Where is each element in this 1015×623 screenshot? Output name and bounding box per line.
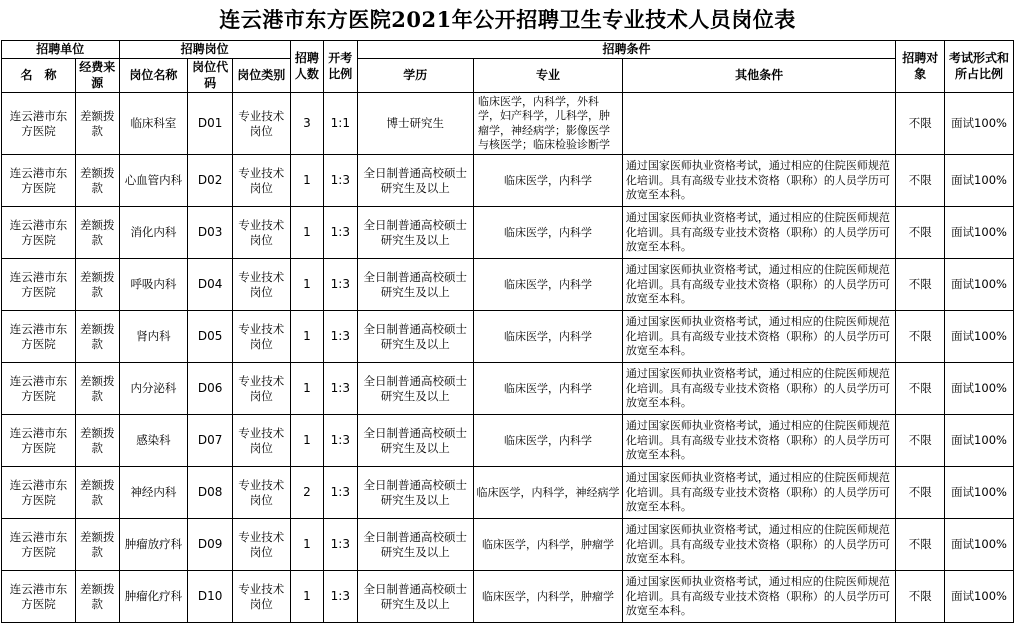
cell-post-code: D05 — [188, 311, 233, 363]
cell-other: 通过国家医师执业资格考试，通过相应的住院医师规范化培训。具有高级专业技术资格（职称）的人员学历可放宽至本科。 — [622, 571, 896, 623]
table-row — [2, 519, 1014, 571]
cell-major: 临床医学，内科学 — [474, 155, 623, 207]
cell-post-type: 专业技术岗位 — [232, 519, 290, 571]
cell-post-type: 专业技术岗位 — [232, 467, 290, 519]
cell-unit: 连云港市东方医院 — [2, 415, 76, 467]
table-header — [2, 41, 1014, 93]
cell-edu: 全日制普通高校硕士研究生及以上 — [357, 155, 473, 207]
cell-target: 不限 — [896, 259, 945, 311]
header-sub-row — [2, 59, 1014, 93]
cell-post-code: D04 — [188, 259, 233, 311]
cell-major: 临床医学，内科学 — [474, 259, 623, 311]
cell-target: 不限 — [896, 415, 945, 467]
cell-post-code: D07 — [188, 415, 233, 467]
cell-post-type: 专业技术岗位 — [232, 363, 290, 415]
cell-post-code: D01 — [188, 93, 233, 155]
cell-unit: 连云港市东方医院 — [2, 93, 76, 155]
cell-fund: 差额拨款 — [75, 93, 119, 155]
cell-edu: 全日制普通高校硕士研究生及以上 — [357, 467, 473, 519]
cell-other — [622, 93, 896, 155]
cell-ratio: 1:3 — [324, 467, 357, 519]
cell-post-name: 心血管内科 — [119, 155, 188, 207]
cell-other: 通过国家医师执业资格考试，通过相应的住院医师规范化培训。具有高级专业技术资格（职称）的人员学历可放宽至本科。 — [622, 155, 896, 207]
cell-count: 1 — [290, 519, 323, 571]
cell-other: 通过国家医师执业资格考试，通过相应的住院医师规范化培训。具有高级专业技术资格（职称）的人员学历可放宽至本科。 — [622, 259, 896, 311]
cell-other: 通过国家医师执业资格考试，通过相应的住院医师规范化培训。具有高级专业技术资格（职称）的人员学历可放宽至本科。 — [622, 415, 896, 467]
cell-count: 1 — [290, 571, 323, 623]
cell-edu: 博士研究生 — [357, 93, 473, 155]
cell-post-type: 专业技术岗位 — [232, 571, 290, 623]
cell-target: 不限 — [896, 519, 945, 571]
cell-exam: 面试100% — [945, 155, 1014, 207]
cell-count: 2 — [290, 467, 323, 519]
cell-count: 1 — [290, 155, 323, 207]
cell-edu: 全日制普通高校硕士研究生及以上 — [357, 311, 473, 363]
cell-post-code: D06 — [188, 363, 233, 415]
header-col-edu: 学历 — [357, 59, 473, 93]
cell-edu: 全日制普通高校硕士研究生及以上 — [357, 259, 473, 311]
cell-ratio: 1:3 — [324, 519, 357, 571]
cell-count: 1 — [290, 259, 323, 311]
cell-count: 1 — [290, 415, 323, 467]
header-col-other: 其他条件 — [622, 59, 896, 93]
cell-unit: 连云港市东方医院 — [2, 155, 76, 207]
cell-post-code: D10 — [188, 571, 233, 623]
cell-unit: 连云港市东方医院 — [2, 207, 76, 259]
cell-other: 通过国家医师执业资格考试，通过相应的住院医师规范化培训。具有高级专业技术资格（职称）的人员学历可放宽至本科。 — [622, 467, 896, 519]
cell-ratio: 1:3 — [324, 571, 357, 623]
cell-post-type: 专业技术岗位 — [232, 259, 290, 311]
table-row — [2, 311, 1014, 363]
cell-count: 1 — [290, 311, 323, 363]
cell-post-code: D08 — [188, 467, 233, 519]
cell-other: 通过国家医师执业资格考试，通过相应的住院医师规范化培训。具有高级专业技术资格（职称）的人员学历可放宽至本科。 — [622, 311, 896, 363]
cell-unit: 连云港市东方医院 — [2, 259, 76, 311]
cell-major: 临床医学，内科学 — [474, 207, 623, 259]
cell-target: 不限 — [896, 311, 945, 363]
cell-post-name: 肿瘤放疗科 — [119, 519, 188, 571]
cell-major: 临床医学，内科学 — [474, 363, 623, 415]
header-col-post-name: 岗位名称 — [119, 59, 188, 93]
header-col-count: 招聘人数 — [290, 41, 323, 93]
cell-edu: 全日制普通高校硕士研究生及以上 — [357, 571, 473, 623]
cell-unit: 连云港市东方医院 — [2, 467, 76, 519]
cell-post-name: 消化内科 — [119, 207, 188, 259]
header-col-major: 专业 — [474, 59, 623, 93]
cell-post-name: 临床科室 — [119, 93, 188, 155]
cell-post-name: 呼吸内科 — [119, 259, 188, 311]
cell-unit: 连云港市东方医院 — [2, 363, 76, 415]
header-col-post-type: 岗位类别 — [232, 59, 290, 93]
cell-post-code: D09 — [188, 519, 233, 571]
cell-ratio: 1:3 — [324, 259, 357, 311]
table-body — [2, 93, 1014, 623]
cell-exam: 面试100% — [945, 311, 1014, 363]
table-row — [2, 207, 1014, 259]
cell-post-type: 专业技术岗位 — [232, 207, 290, 259]
cell-exam: 面试100% — [945, 207, 1014, 259]
cell-target: 不限 — [896, 93, 945, 155]
cell-other: 通过国家医师执业资格考试，通过相应的住院医师规范化培训。具有高级专业技术资格（职称）的人员学历可放宽至本科。 — [622, 363, 896, 415]
cell-edu: 全日制普通高校硕士研究生及以上 — [357, 415, 473, 467]
header-group-unit: 招聘单位 — [2, 41, 120, 59]
cell-other: 通过国家医师执业资格考试，通过相应的住院医师规范化培训。具有高级专业技术资格（职称）的人员学历可放宽至本科。 — [622, 519, 896, 571]
cell-post-name: 内分泌科 — [119, 363, 188, 415]
cell-post-type: 专业技术岗位 — [232, 415, 290, 467]
cell-fund: 差额拨款 — [75, 259, 119, 311]
cell-ratio: 1:3 — [324, 363, 357, 415]
cell-fund: 差额拨款 — [75, 571, 119, 623]
header-col-ratio: 开考比例 — [324, 41, 357, 93]
cell-post-code: D03 — [188, 207, 233, 259]
header-col-exam: 考试形式和所占比例 — [945, 41, 1014, 93]
cell-post-name: 感染科 — [119, 415, 188, 467]
cell-edu: 全日制普通高校硕士研究生及以上 — [357, 363, 473, 415]
table-row — [2, 259, 1014, 311]
cell-ratio: 1:3 — [324, 311, 357, 363]
cell-post-name: 神经内科 — [119, 467, 188, 519]
table-row — [2, 363, 1014, 415]
header-col-target: 招聘对象 — [896, 41, 945, 93]
cell-fund: 差额拨款 — [75, 519, 119, 571]
cell-fund: 差额拨款 — [75, 415, 119, 467]
cell-count: 1 — [290, 207, 323, 259]
cell-ratio: 1:1 — [324, 93, 357, 155]
header-group-row — [2, 41, 1014, 59]
cell-unit: 连云港市东方医院 — [2, 571, 76, 623]
cell-edu: 全日制普通高校硕士研究生及以上 — [357, 207, 473, 259]
cell-major: 临床医学，内科学，肿瘤学 — [474, 519, 623, 571]
cell-exam: 面试100% — [945, 519, 1014, 571]
cell-fund: 差额拨款 — [75, 467, 119, 519]
cell-ratio: 1:3 — [324, 415, 357, 467]
cell-count: 1 — [290, 363, 323, 415]
table-row — [2, 155, 1014, 207]
cell-post-type: 专业技术岗位 — [232, 93, 290, 155]
cell-exam: 面试100% — [945, 259, 1014, 311]
table-row — [2, 415, 1014, 467]
cell-post-type: 专业技术岗位 — [232, 155, 290, 207]
cell-other: 通过国家医师执业资格考试，通过相应的住院医师规范化培训。具有高级专业技术资格（职称）的人员学历可放宽至本科。 — [622, 207, 896, 259]
cell-post-name: 肾内科 — [119, 311, 188, 363]
cell-unit: 连云港市东方医院 — [2, 311, 76, 363]
cell-exam: 面试100% — [945, 571, 1014, 623]
cell-major: 临床医学，内科学，神经病学 — [474, 467, 623, 519]
cell-fund: 差额拨款 — [75, 207, 119, 259]
cell-target: 不限 — [896, 207, 945, 259]
cell-major: 临床医学，内科学，肿瘤学 — [474, 571, 623, 623]
header-col-post-code: 岗位代码 — [188, 59, 233, 93]
header-group-post: 招聘岗位 — [119, 41, 290, 59]
header-col-name: 名 称 — [2, 59, 76, 93]
table-row — [2, 467, 1014, 519]
cell-exam: 面试100% — [945, 467, 1014, 519]
cell-target: 不限 — [896, 363, 945, 415]
table-row — [2, 93, 1014, 155]
cell-major: 临床医学，内科学 — [474, 415, 623, 467]
cell-major: 临床医学，内科学，外科学，妇产科学，儿科学，肿瘤学，神经病学；影像医学与核医学；临床检验诊断学 — [474, 93, 623, 155]
cell-post-name: 肿瘤化疗科 — [119, 571, 188, 623]
recruitment-table — [1, 40, 1014, 623]
cell-exam: 面试100% — [945, 415, 1014, 467]
table-row — [2, 571, 1014, 623]
cell-target: 不限 — [896, 155, 945, 207]
cell-edu: 全日制普通高校硕士研究生及以上 — [357, 519, 473, 571]
header-col-fund: 经费来源 — [75, 59, 119, 93]
cell-post-code: D02 — [188, 155, 233, 207]
cell-unit: 连云港市东方医院 — [2, 519, 76, 571]
cell-post-type: 专业技术岗位 — [232, 311, 290, 363]
cell-target: 不限 — [896, 571, 945, 623]
header-group-condition: 招聘条件 — [357, 41, 896, 59]
cell-ratio: 1:3 — [324, 155, 357, 207]
cell-major: 临床医学，内科学 — [474, 311, 623, 363]
cell-fund: 差额拨款 — [75, 363, 119, 415]
cell-count: 3 — [290, 93, 323, 155]
cell-target: 不限 — [896, 467, 945, 519]
cell-exam: 面试100% — [945, 363, 1014, 415]
cell-fund: 差额拨款 — [75, 155, 119, 207]
cell-exam: 面试100% — [945, 93, 1014, 155]
cell-ratio: 1:3 — [324, 207, 357, 259]
cell-fund: 差额拨款 — [75, 311, 119, 363]
page-title: 连云港市东方医院2021年公开招聘卫生专业技术人员岗位表 — [219, 7, 796, 32]
